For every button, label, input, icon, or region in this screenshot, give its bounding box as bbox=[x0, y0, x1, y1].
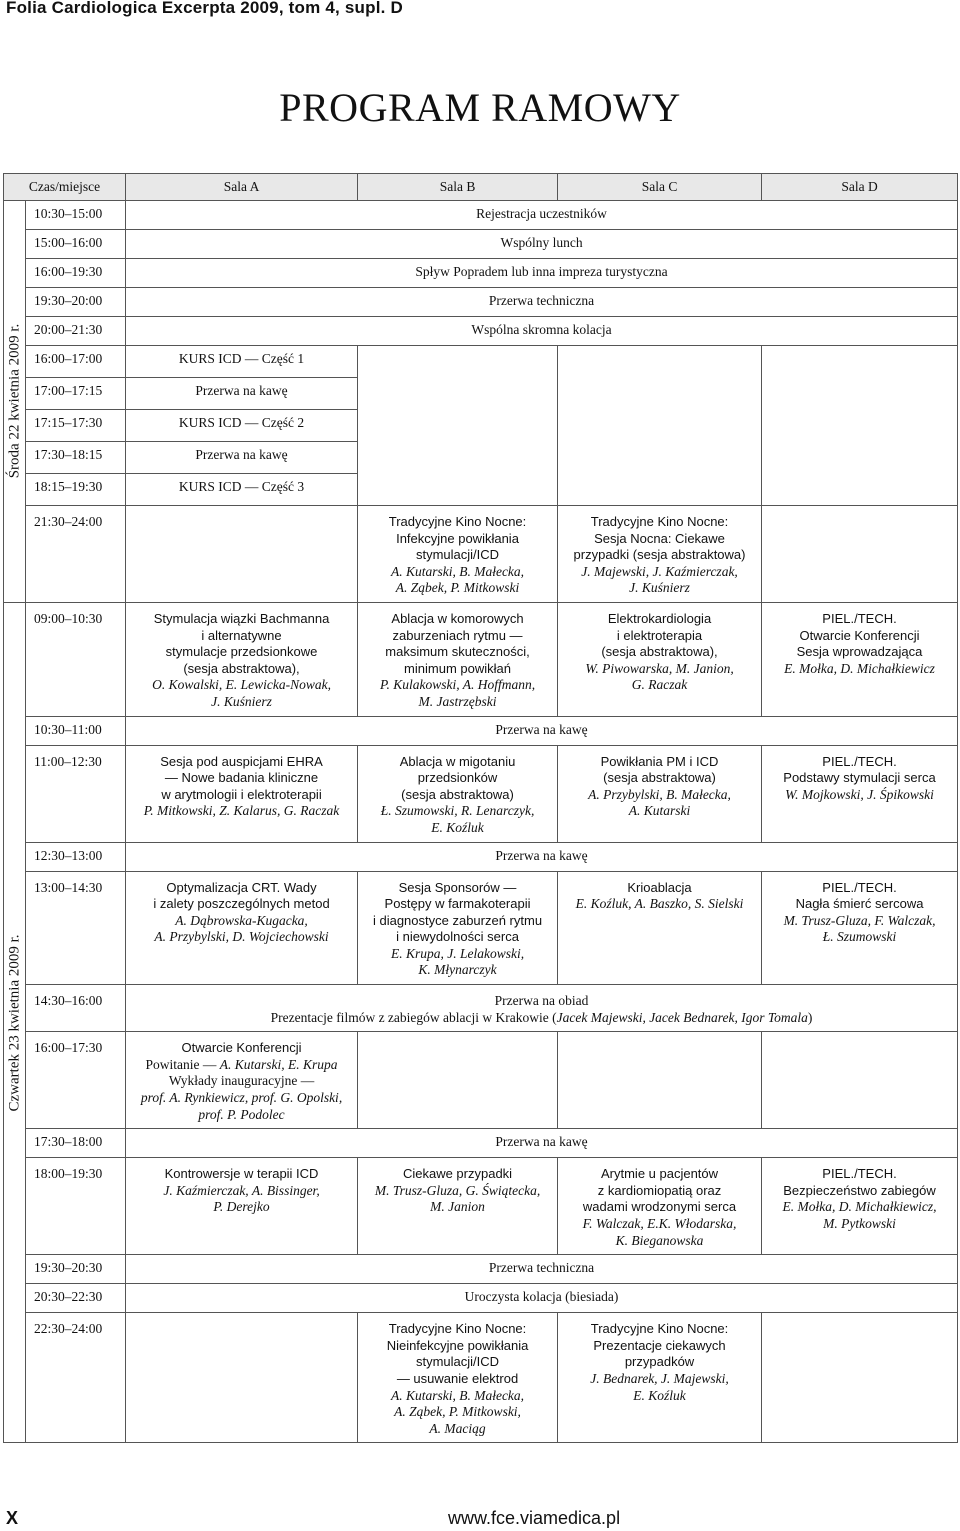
table-row bbox=[4, 1129, 958, 1158]
plenary-cell: Przerwa na kawę bbox=[126, 716, 958, 745]
plenary-cell: Wspólny lunch bbox=[126, 230, 958, 259]
session-sala-a: KURS ICD — Część 1 bbox=[126, 346, 358, 378]
time-cell: 21:30–24:00 bbox=[26, 506, 126, 603]
session-sala-c: Elektrokardiologia i elektroterapia (sesja abstraktowa), W. Piwowarska, M. Janion, G. Raczak bbox=[558, 602, 762, 716]
table-row bbox=[4, 602, 958, 716]
plenary-cell: Rejestracja uczestników bbox=[126, 201, 958, 230]
plenary-cell: Spływ Popradem lub inna impreza turystyczna bbox=[126, 259, 958, 288]
session-sala-c: Powikłania PM i ICD (sesja abstraktowa) A. Przybylski, B. Małecka, A. Kutarski bbox=[558, 745, 762, 842]
time-cell: 16:00–17:30 bbox=[26, 1032, 126, 1129]
table-row bbox=[4, 1313, 958, 1443]
time-cell: 16:00–17:00 bbox=[26, 346, 126, 378]
session-sala-c: Krioablacja E. Koźluk, A. Baszko, S. Sielski bbox=[558, 871, 762, 985]
time-cell: 16:00–19:30 bbox=[26, 259, 126, 288]
session-sala-b: Tradycyjne Kino Nocne: Nieinfekcyjne powikłania stymulacji/ICD — usuwanie elektrod A. Kutarski, B. Małecka, A. Ząbek, P. Mitkowski, A. Maciąg bbox=[358, 1313, 558, 1443]
plenary-cell: Przerwa na kawę bbox=[126, 1129, 958, 1158]
session-sala-c: Tradycyjne Kino Nocne: Sesja Nocna: Ciekawe przypadki (sesja abstraktowa) J. Majewski, J. Kaźmierczak, J. Kuśnierz bbox=[558, 506, 762, 603]
time-cell: 18:00–19:30 bbox=[26, 1158, 126, 1255]
session-sala-a: Kontrowersje w terapii ICD J. Kaźmierczak, A. Bissinger, P. Derejko bbox=[126, 1158, 358, 1255]
empty-cell bbox=[762, 1032, 958, 1129]
time-cell: 17:15–17:30 bbox=[26, 410, 126, 442]
table-row bbox=[4, 745, 958, 842]
plenary-cell: Przerwa na kawę bbox=[126, 842, 958, 871]
time-cell: 10:30–15:00 bbox=[26, 201, 126, 230]
time-cell: 19:30–20:00 bbox=[26, 288, 126, 317]
session-sala-a: Otwarcie Konferencji Powitanie — A. Kutarski, E. Krupa Wykłady inauguracyjne — prof. A. Rynkiewicz, prof. G. Opolski, prof. P. Podolec bbox=[126, 1032, 358, 1129]
time-cell: 17:00–17:15 bbox=[26, 378, 126, 410]
empty-cell bbox=[358, 1032, 558, 1129]
plenary-cell: Wspólna skromna kolacja bbox=[126, 317, 958, 346]
table-row bbox=[4, 1255, 958, 1284]
time-cell: 15:00–16:00 bbox=[26, 230, 126, 259]
time-cell: 17:30–18:15 bbox=[26, 442, 126, 474]
session-sala-a: Optymalizacja CRT. Wady i zalety poszczególnych metod A. Dąbrowska-Kugacka, A. Przybylski, D. Wojciechowski bbox=[126, 871, 358, 985]
session-sala-b: Ciekawe przypadki M. Trusz-Gluza, G. Świątecka, M. Janion bbox=[358, 1158, 558, 1255]
day-label-wednesday: Środa 22 kwietnia 2009 r. bbox=[4, 201, 26, 603]
time-cell: 19:30–20:30 bbox=[26, 1255, 126, 1284]
empty-cell bbox=[358, 346, 558, 506]
table-row bbox=[4, 716, 958, 745]
time-cell: 09:00–10:30 bbox=[26, 602, 126, 716]
journal-header: Folia Cardiologica Excerpta 2009, tom 4, supl. D bbox=[6, 0, 403, 17]
session-sala-d: PIEL./TECH. Podstawy stymulacji serca W. Mojkowski, J. Śpikowski bbox=[762, 745, 958, 842]
time-cell: 20:30–22:30 bbox=[26, 1284, 126, 1313]
session-sala-a: Sesja pod auspicjami EHRA — Nowe badania kliniczne w arytmologii i elektroterapii P. Mitkowski, Z. Kalarus, G. Raczak bbox=[126, 745, 358, 842]
session-sala-b: Ablacja w migotaniu przedsionków (sesja abstraktowa) Ł. Szumowski, R. Lenarczyk, E. Koźluk bbox=[358, 745, 558, 842]
page-number: X bbox=[6, 1508, 19, 1528]
day-label-thursday: Czwartek 23 kwietnia 2009 r. bbox=[4, 602, 26, 1442]
col-header-sala-d: Sala D bbox=[762, 174, 958, 201]
page-title: PROGRAM RAMOWY bbox=[279, 85, 681, 130]
time-cell: 11:00–12:30 bbox=[26, 745, 126, 842]
table-row bbox=[4, 985, 958, 1032]
table-row bbox=[4, 842, 958, 871]
plenary-cell: Uroczysta kolacja (biesiada) bbox=[126, 1284, 958, 1313]
table-row bbox=[4, 871, 958, 985]
session-sala-c: Tradycyjne Kino Nocne: Prezentacje ciekawych przypadków J. Bednarek, J. Majewski, E. Koźluk bbox=[558, 1313, 762, 1443]
lunch-and-films-cell: Przerwa na obiad Prezentacje filmów z zabiegów ablacji w Krakowie (Jacek Majewski, Jacek Bednarek, Igor Tomala) bbox=[126, 985, 958, 1032]
plenary-cell: Przerwa techniczna bbox=[126, 288, 958, 317]
time-cell: 14:30–16:00 bbox=[26, 985, 126, 1032]
col-header-sala-a: Sala A bbox=[126, 174, 358, 201]
time-cell: 13:00–14:30 bbox=[26, 871, 126, 985]
empty-cell bbox=[762, 506, 958, 603]
time-cell: 10:30–11:00 bbox=[26, 716, 126, 745]
session-sala-b: Ablacja w komorowych zaburzeniach rytmu — maksimum skuteczności, minimum powikłań P. Kulakowski, A. Hoffmann, M. Jastrzębski bbox=[358, 602, 558, 716]
time-cell: 12:30–13:00 bbox=[26, 842, 126, 871]
session-sala-a: Przerwa na kawę bbox=[126, 442, 358, 474]
table-row bbox=[4, 506, 958, 603]
empty-cell bbox=[762, 1313, 958, 1443]
session-sala-c: Arytmie u pacjentów z kardiomiopatią oraz wadami wrodzonymi serca F. Walczak, E.K. Włodarska, K. Bieganowska bbox=[558, 1158, 762, 1255]
col-header-sala-b: Sala B bbox=[358, 174, 558, 201]
empty-cell bbox=[558, 346, 762, 506]
table-row bbox=[4, 288, 958, 317]
session-sala-a: Stymulacja wiązki Bachmanna i alternatywne stymulacje przedsionkowe (sesja abstraktowa), O. Kowalski, E. Lewicka-Nowak, J. Kuśnierz bbox=[126, 602, 358, 716]
time-cell: 20:00–21:30 bbox=[26, 317, 126, 346]
empty-cell bbox=[126, 1313, 358, 1443]
table-row bbox=[4, 1284, 958, 1313]
session-sala-d: PIEL./TECH. Nagła śmierć sercowa M. Trusz-Gluza, F. Walczak, Ł. Szumowski bbox=[762, 871, 958, 985]
col-header-time: Czas/miejsce bbox=[4, 174, 126, 201]
time-cell: 22:30–24:00 bbox=[26, 1313, 126, 1443]
session-sala-b: Tradycyjne Kino Nocne: Infekcyjne powikłania stymulacji/ICD A. Kutarski, B. Małecka, A. Ząbek, P. Mitkowski bbox=[358, 506, 558, 603]
table-row bbox=[4, 317, 958, 346]
session-sala-d: PIEL./TECH. Bezpieczeństwo zabiegów E. Mołka, D. Michałkiewicz, M. Pytkowski bbox=[762, 1158, 958, 1255]
session-sala-b: Sesja Sponsorów — Postępy w farmakoterapii i diagnostyce zaburzeń rytmu i niewydolności serca E. Krupa, J. Lelakowski, K. Młynarczyk bbox=[358, 871, 558, 985]
session-sala-a: KURS ICD — Część 3 bbox=[126, 474, 358, 506]
table-header-row bbox=[4, 174, 958, 201]
footer-url: www.fce.viamedica.pl bbox=[448, 1508, 621, 1528]
time-cell: 17:30–18:00 bbox=[26, 1129, 126, 1158]
time-cell: 18:15–19:30 bbox=[26, 474, 126, 506]
session-sala-d: PIEL./TECH. Otwarcie Konferencji Sesja wprowadzająca E. Mołka, D. Michałkiewicz bbox=[762, 602, 958, 716]
table-row bbox=[4, 346, 958, 378]
session-sala-a: Przerwa na kawę bbox=[126, 378, 358, 410]
empty-cell bbox=[558, 1032, 762, 1129]
empty-cell bbox=[126, 506, 358, 603]
program-table bbox=[3, 173, 958, 1443]
empty-cell bbox=[762, 346, 958, 506]
session-sala-a: KURS ICD — Część 2 bbox=[126, 410, 358, 442]
table-row bbox=[4, 230, 958, 259]
table-row bbox=[4, 201, 958, 230]
table-row bbox=[4, 1158, 958, 1255]
table-row bbox=[4, 259, 958, 288]
col-header-sala-c: Sala C bbox=[558, 174, 762, 201]
table-row bbox=[4, 1032, 958, 1129]
plenary-cell: Przerwa techniczna bbox=[126, 1255, 958, 1284]
